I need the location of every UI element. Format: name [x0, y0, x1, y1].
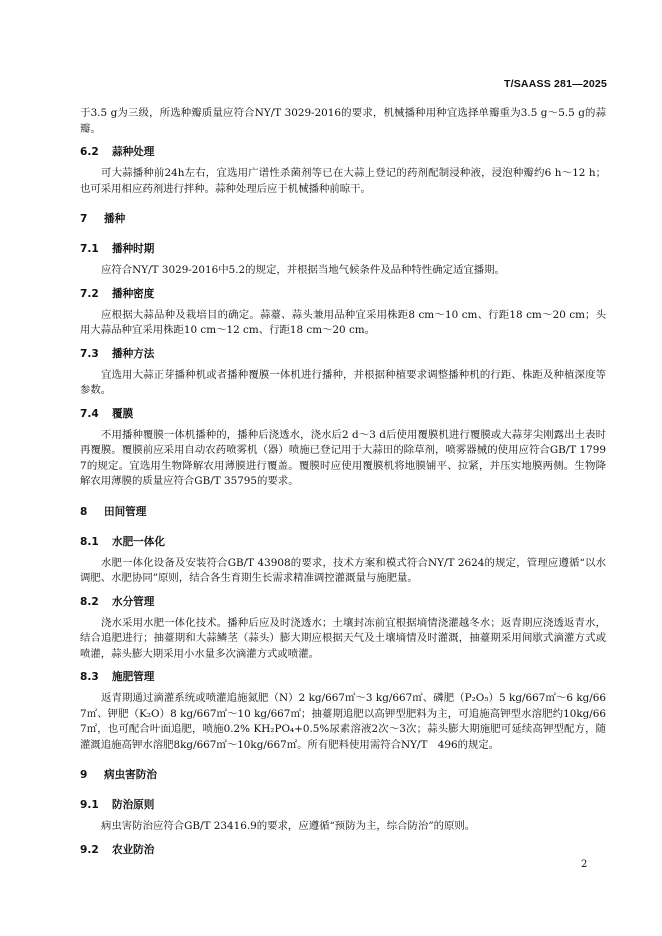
paragraph-8-2: 浇水采用水肥一体化技术。播种后应及时浇透水；土壤封冻前宜根据墒情浇灌越冬水；返青期应浇透返青水，结合追肥进行；抽薹期和大蒜鳞茎（蒜头）膨大期应根据天气及土壤墒情及时灌溉，抽薹期采用间歇式滴灌方式或喷灌，蒜头膨大期采用小水量多次滴灌方式或喷灌。 — [80, 616, 606, 660]
heading-title: 播种密度 — [112, 287, 155, 300]
heading-number: 7.4 — [80, 407, 99, 420]
paragraph-continued: 于3.5 g为三级，所选种瓣质量应符合NY/T 3029-2016的要求，机械播种用种宜选择单瓣重为3.5 g～5.5 g的蒜瓣。 — [80, 107, 606, 135]
paragraph-9-1: 病虫害防治应符合GB/T 23416.9的要求，应遵循“预防为主，综合防治”的原则。 — [101, 820, 476, 832]
heading-number: 7.3 — [80, 347, 99, 360]
heading-number: 6.2 — [80, 146, 99, 158]
heading-title: 农业防治 — [112, 843, 155, 856]
paragraph-8-1: 水肥一体化设备及安装符合GB/T 43908的要求，技术方案和模式符合NY/T 2624的规定，管理应遵循“以水调肥、水肥协同”原则，结合各生育期生长需求精准调控灌溉量与施肥量。 — [80, 556, 606, 584]
heading-title: 播种 — [104, 213, 126, 225]
heading-number: 8.3 — [80, 671, 99, 683]
heading-title: 播种时期 — [112, 243, 155, 255]
heading-title: 水分管理 — [112, 595, 155, 608]
heading-number: 7.1 — [80, 243, 99, 255]
heading-9 — [80, 768, 606, 783]
paragraph-8-3: 返青期通过滴灌系统或喷灌追施氮肥（N）2 kg/667㎡～3 kg/667㎡、磷肥（P₂O₅）5 kg/667㎡～6 kg/667㎡、钾肥（K₂O）8 kg/667㎡～10 kg/667㎡；抽薹期追肥以高钾型肥料为主，可追施高钾型水溶肥约10kg/667㎡，也可配合叶面追肥，喷施0.2% KH₂PO₄+0.5%尿素溶液2次～3次；蒜头膨大期施肥可延续高钾型配方，随灌溉追施高钾水溶肥8kg/667㎡～10kg/667㎡。所有肥料使用需符合NY/T 496的规定。 — [80, 692, 606, 751]
heading-8-2 — [80, 595, 606, 610]
heading-title: 防治原则 — [112, 799, 155, 811]
heading-title: 病虫害防治 — [104, 769, 157, 781]
page-number: 2 — [581, 859, 588, 870]
paragraph-6-2: 可大蒜播种前24h左右，宜选用广谱性杀菌剂等已在大蒜上登记的药剂配制浸种液，浸泡种瓣约6 h～12 h；也可采用相应药剂进行拌种。蒜种处理后应于机械播种前晾干。 — [80, 167, 606, 195]
heading-7 — [80, 212, 606, 227]
heading-number: 8.1 — [80, 535, 99, 548]
heading-7-2 — [80, 287, 606, 302]
heading-title: 播种方法 — [112, 347, 155, 360]
paragraph-7-1: 应符合NY/T 3029-2016中5.2的规定，并根据当地气候条件及品种特性确定适宜播期。 — [101, 264, 505, 276]
paragraph-7-2: 应根据大蒜品种及栽培目的确定。蒜薹、蒜头兼用品种宜采用株距8 cm～10 cm、行距18 cm～20 cm；头用大蒜品种宜采用株距10 cm～12 cm、行距18 cm～20 cm。 — [80, 308, 606, 336]
heading-9-2 — [80, 843, 606, 858]
heading-title: 施肥管理 — [112, 671, 155, 683]
heading-8 — [80, 505, 606, 520]
heading-number: 8 — [80, 505, 88, 518]
heading-title: 水肥一体化 — [112, 535, 165, 548]
heading-7-4 — [80, 407, 606, 422]
heading-8-1 — [80, 535, 606, 550]
heading-number: 8.2 — [80, 595, 99, 608]
heading-number: 9 — [80, 769, 88, 781]
heading-7-1 — [80, 242, 606, 257]
heading-number: 9.2 — [80, 843, 99, 856]
heading-title: 田间管理 — [104, 505, 147, 518]
heading-6-2 — [80, 145, 606, 160]
paragraph-7-3: 宜选用大蒜正芽播种机或者播种覆膜一体机进行播种，并根据种植要求调整播种机的行距、株距及种植深度等参数。 — [80, 368, 606, 396]
heading-number: 9.1 — [80, 799, 99, 811]
heading-9-1 — [80, 798, 606, 813]
heading-number: 7.2 — [80, 287, 99, 300]
heading-8-3 — [80, 670, 606, 685]
paragraph-7-4: 不用播种覆膜一体机播种的，播种后浇透水，浇水后2 d～3 d后使用覆膜机进行覆膜或大蒜芽尖刚露出土表时再覆膜。覆膜前应采用自动农药喷雾机（器）喷施已登记用于大蒜田的除草剂，喷雾器械的使用应符合GB/T 17997的规定。宜选用生物降解农用薄膜进行覆盖。覆膜时应使用覆膜机将地膜铺平、拉紧，并压实地膜两侧。生物降解农用薄膜的质量应符合GB/T 35795的要求。 — [80, 428, 606, 487]
heading-7-3 — [80, 347, 606, 362]
document-body — [80, 106, 606, 858]
heading-title: 覆膜 — [112, 407, 134, 420]
heading-title: 蒜种处理 — [112, 146, 155, 158]
standard-code: T/SAASS 281—2025 — [503, 78, 607, 90]
heading-number: 7 — [80, 213, 88, 225]
